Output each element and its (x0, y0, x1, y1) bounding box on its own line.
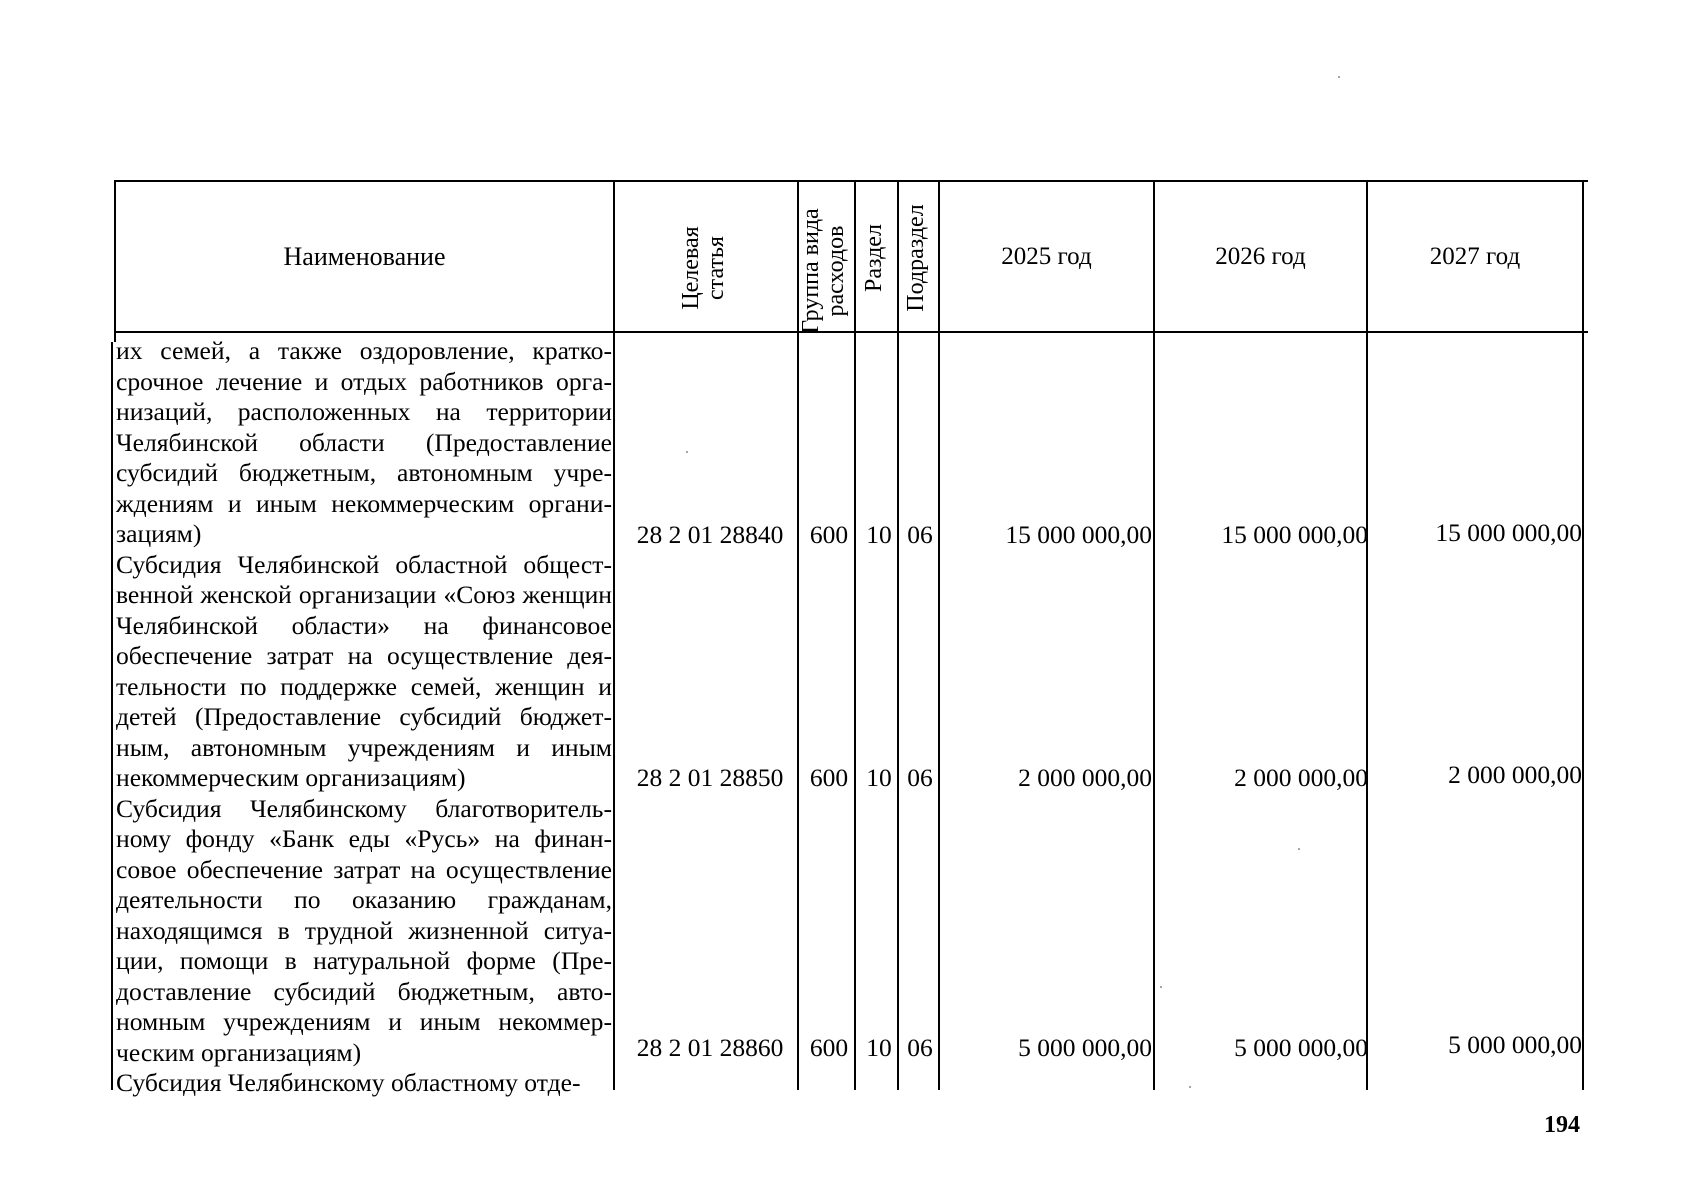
row-group: 600 (809, 1033, 849, 1062)
row-amount-2027: 5 000 000,00 (1448, 1030, 1582, 1059)
row-name: Субсидия Челябинскому областному отде- (116, 1068, 581, 1097)
row-name: Субсидия Челябинской областной общественной женской организации «Союз женщин Челябинской области» на финансовое обеспечение затрат на осуществление деятельности по поддержке семей, женщин и детей (Предоставление субсидий бюджетным, автономным учреждениям и иным некоммерческим организациям) (116, 549, 612, 792)
row-code: 28 2 01 28840 (636, 520, 784, 549)
header-expense-group: Группа вида расходов (798, 208, 849, 334)
row-group: 600 (809, 763, 849, 792)
row-amount-2026: 5 000 000,00 (1234, 1033, 1368, 1062)
page-number: 194 (1544, 1112, 1580, 1138)
row-amount-2027: 2 000 000,00 (1448, 760, 1582, 789)
scan-speck (686, 451, 688, 453)
row-amount-2026: 15 000 000,00 (1221, 520, 1368, 549)
col-border-section-subsection (897, 180, 899, 1090)
row-name: Субсидия Челябинскому благотворительному фонду «Банк еды «Русь» на финансовое обеспечение затрат на осуществление деятельности по оказанию гражданам, находящимся в трудной жизненной ситуации, помощи в натуральной форме (Предоставление субсидий бюджетным, автономным учреждениям и иным некоммерческим организациям) (116, 793, 612, 1067)
row-section: 10 (866, 763, 892, 792)
row-subsection: 06 (907, 763, 933, 792)
col-border-right (1582, 180, 1584, 1090)
col-border-group-section (854, 180, 856, 1090)
col-border-left-body (111, 342, 113, 1090)
row-code: 28 2 01 28850 (636, 763, 784, 792)
row-section: 10 (866, 520, 892, 549)
row-group: 600 (809, 520, 849, 549)
col-border-name-code (613, 180, 615, 1090)
scan-speck (1189, 1086, 1191, 1088)
header-year-2027: 2027 год (1429, 242, 1521, 270)
row-amount-2025: 2 000 000,00 (1018, 763, 1152, 792)
scan-speck (1298, 848, 1300, 850)
header-subsection: Подраздел (903, 204, 929, 312)
scan-speck (1338, 76, 1340, 78)
row-amount-2026: 2 000 000,00 (1234, 763, 1368, 792)
row-code: 28 2 01 28860 (636, 1033, 784, 1062)
row-section: 10 (866, 1033, 892, 1062)
header-name (116, 182, 613, 331)
row-subsection: 06 (907, 520, 933, 549)
row-amount-2025: 5 000 000,00 (1018, 1033, 1152, 1062)
header-year-2026: 2026 год (1215, 242, 1306, 270)
row-amount-2025: 15 000 000,00 (1005, 520, 1152, 549)
header-year-2025: 2025 год (1001, 242, 1092, 270)
header-section: Раздел (861, 224, 887, 292)
row-amount-2027: 15 000 000,00 (1435, 518, 1582, 547)
row-subsection: 06 (907, 1033, 933, 1062)
header-name-text: Наименование (283, 241, 446, 271)
scan-speck (1160, 986, 1162, 988)
row-name: их семей, а также оздоровление, краткосрочное лечение и отдых работников организаций, расположенных на территории Челябинской области (Предоставление субсидий бюджетным, автономным учреждениям и иным некоммерческим организациям) (116, 336, 612, 548)
name-column (116, 336, 612, 1099)
header-target-article: Целевая статья (678, 226, 729, 310)
